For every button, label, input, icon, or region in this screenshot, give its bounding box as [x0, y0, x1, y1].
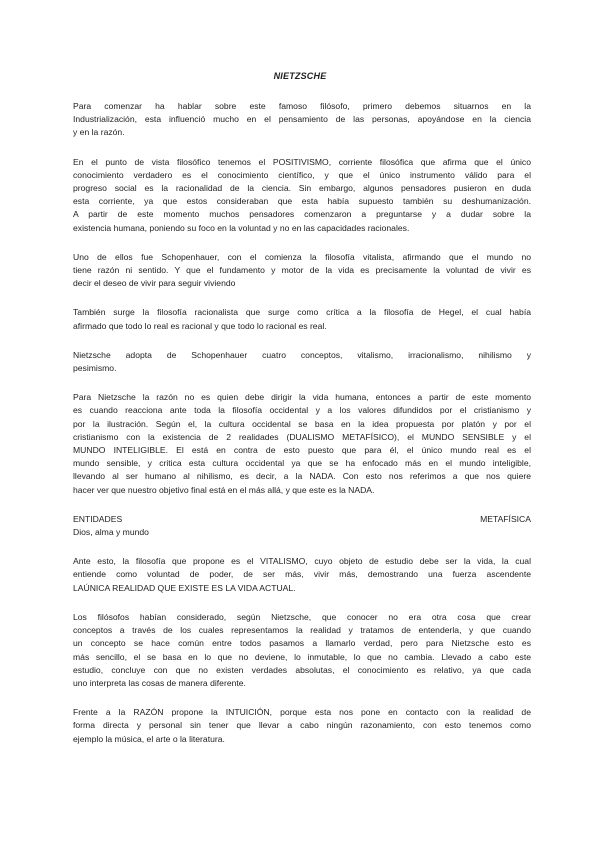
paragraph — [73, 555, 531, 595]
paragraph — [73, 306, 531, 332]
paragraph — [73, 513, 531, 539]
paragraph — [73, 156, 531, 235]
paragraph — [73, 391, 531, 497]
paragraph-line: conocimiento verdadero es el conocimiento científico, y que el único instrumento válido para el — [73, 169, 531, 180]
paragraph — [73, 251, 531, 291]
paragraph-line: pesimismo. — [73, 363, 117, 374]
paragraph — [73, 611, 531, 690]
paragraph-line: Dios, alma y mundo — [73, 527, 149, 538]
paragraph-line: Ante esto, la filosofía que propone es el VITALISMO, cuyo objeto de estudio debe ser la vida, la cual — [73, 556, 531, 567]
paragraph-line: conceptos a través de los cuales representamos la realidad y tratamos de entenderla, y que cuando — [73, 625, 531, 636]
document-body — [73, 100, 531, 762]
paragraph-line: un concepto se hace común entre todos pasamos a llamarlo verdad, pero para Nietzsche esto es — [73, 638, 531, 649]
paragraph-line: MUNDO INTELIGIBLE. El está en contra de esto puesto que para él, el único mundo real es el — [73, 445, 531, 456]
document-title: NIETZSCHE — [273, 71, 327, 81]
paragraph — [73, 706, 531, 746]
paragraph-line: hacer ver que nuestro objetivo final está en el más allá, y que este es la NADA. — [73, 484, 375, 495]
paragraph-line: Nietzsche adopta de Schopenhauer cuatro conceptos, vitalismo, irracionalismo, nihilismo y — [73, 349, 531, 360]
paragraph-line: uno interpreta las cosas de manera diferente. — [73, 677, 246, 688]
paragraph-line: cristianismo con la existencia de 2 realidades (DUALISMO METAFÍSICO), el MUNDO SENSIBLE y el — [73, 431, 531, 442]
paragraph-line: tiene razón ni sentido. Y que el fundamento y motor de la vida es precisamente la voluntad de vivir es — [73, 265, 531, 276]
paragraph-line: forma directa y personal sin tener que llevar a cabo ningún razonamiento, con esto tenemos como — [73, 720, 531, 731]
paragraph-line: llevando al ser humano al nihilismo, es decir, a la NADA. Con esto nos referimos a que nos quiere — [73, 471, 531, 482]
paragraph-line: ejemplo la música, el arte o la literatura. — [73, 733, 225, 744]
paragraph-line: En el punto de vista filosófico tenemos el POSITIVISMO, corriente filosófica que afirma que el único — [73, 156, 531, 167]
paragraph-line: estudio, concluye con que no existen verdades absolutas, el conocimiento es relativo, ya que cada — [73, 664, 531, 675]
paragraph-line: A partir de este momento muchos pensadores comenzaron a preguntarse y a dudar sobre la — [73, 209, 531, 220]
paragraph-line: Para Nietzsche la razón no es quien debe dirigir la vida humana, entonces a partir de este momento — [73, 392, 531, 403]
paragraph-line: es cuando reacciona ante toda la filosofía occidental y a los valores difundidos por el cristianismo y — [73, 405, 531, 416]
paragraph — [73, 100, 531, 140]
paragraph-line: Frente a la RAZÓN propone la INTUICIÓN, porque esta nos pone en contacto con la realidad de — [73, 707, 531, 718]
paragraph-line: afirmado que todo lo real es racional y que todo lo racional es real. — [73, 320, 327, 331]
paragraph-line: existencia humana, poniendo su foco en la voluntad y no en las capacidades racionales. — [73, 222, 410, 233]
paragraph-line: También surge la filosofía racionalista que surge como crítica a la filosofía de Hegel, el cual había — [73, 307, 531, 318]
paragraph-line: entiende como voluntad de poder, de ser más, vivir más, demostrando una fuerza ascendente — [73, 569, 531, 580]
paragraph-line: Los filósofos habían considerado, según Nietzsche, que conocer no era otra cosa que crear — [73, 611, 531, 622]
paragraph-line: y en la razón. — [73, 127, 125, 138]
paragraph-line: más sencillo, el se basa en lo que no deviene, lo inmutable, lo que no cambia. Llevado a cabo este — [73, 651, 531, 662]
paragraph-line: LAÚNICA REALIDAD QUE EXISTE ES LA VIDA ACTUAL. — [73, 582, 296, 593]
paragraph-line: esta corriente, ya que estos consideraban que esta había supuesto también su deshumanización. — [73, 196, 531, 207]
paragraph-line: ENTIDADES METAFÍSICA — [73, 513, 531, 524]
paragraph-line: Industrialización, esta influenció mucho en el pensamiento de las personas, apoyándose en la ciencia — [73, 114, 531, 125]
paragraph-line: por la ilustración. Según el, la cultura occidental se basa en la idea propuesta por platón y por el — [73, 418, 531, 429]
paragraph-line: progreso social es la racionalidad de la ciencia. Sin embargo, algunos pensadores pusieron en duda — [73, 183, 531, 194]
paragraph-line: decir el deseo de vivir para seguir viviendo — [73, 278, 236, 289]
paragraph — [73, 349, 531, 375]
paragraph-line: mundo sensible, y critica esta cultura occidental ya que se ha enfocado más en el mundo inteligible, — [73, 458, 531, 469]
paragraph-line: Uno de ellos fue Schopenhauer, con el comienza la filosofía vitalista, afirmando que el mundo no — [73, 251, 531, 262]
paragraph-line: Para comenzar ha hablar sobre este famoso filósofo, primero debemos situarnos en la — [73, 101, 531, 111]
